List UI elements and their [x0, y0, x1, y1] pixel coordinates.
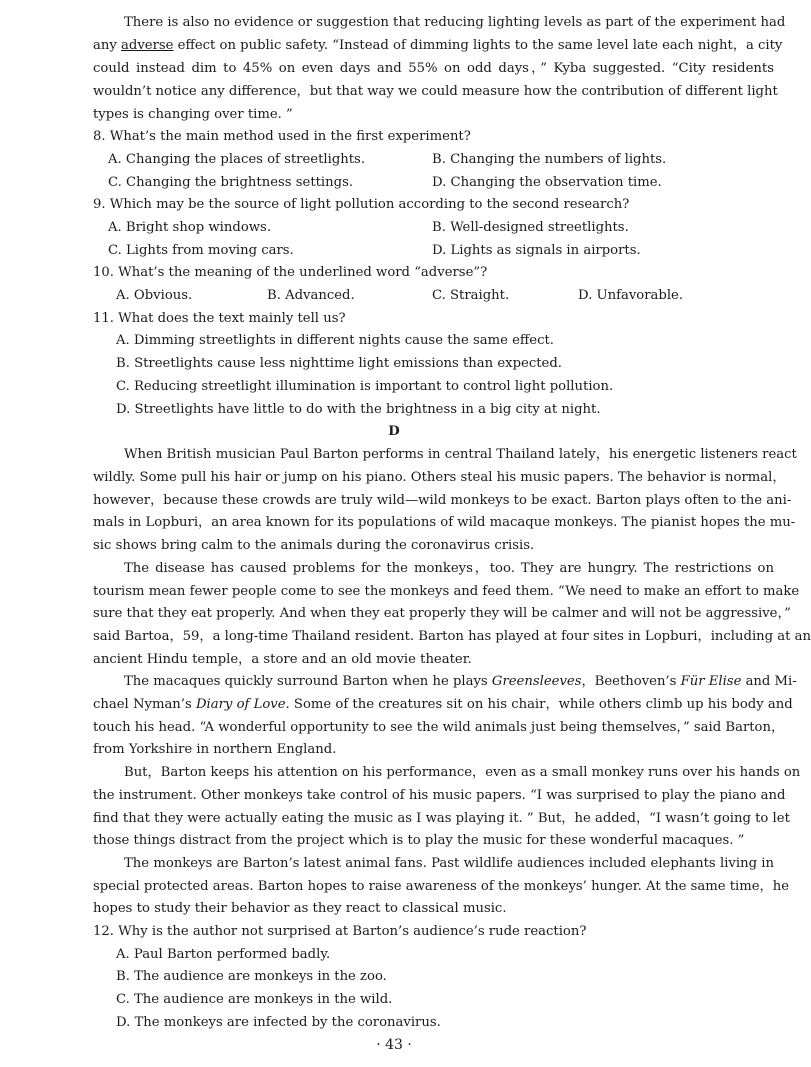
question-stem: 12. Why is the author not surprised at Barton’s audience’s rude reaction?	[93, 924, 587, 939]
answer-option: D. Changing the observation time.	[432, 175, 662, 190]
passage-text: The macaques quickly surround Barton when he plays	[124, 674, 492, 689]
answer-option: D. Unfavorable.	[578, 288, 684, 303]
passage-line: sic shows bring calm to the animals during the coronavirus crisis.	[93, 538, 535, 553]
question-stem: 9. Which may be the source of light pollution according to the second research?	[93, 197, 630, 212]
passage-line: sure that they eat properly. And when they eat properly they will be calmer and will not be aggressive，”	[93, 606, 791, 621]
answer-option: D. Lights as signals in airports.	[432, 243, 641, 258]
passage-line: touch his head. “A wonderful opportunity to see the wild animals just being themselves，” said Barton，	[93, 720, 785, 735]
passage-line: the instrument. Other monkeys take control of his music papers. “I was surprised to play the piano and	[93, 788, 786, 803]
answer-option: B. Changing the numbers of lights.	[432, 152, 667, 167]
answer-option: B. Advanced.	[267, 288, 355, 303]
passage-line	[124, 670, 797, 693]
passage-line: those things distract from the project which is to play the music for these wonderful macaques. ”	[93, 833, 745, 848]
answer-option: A. Paul Barton performed badly.	[116, 947, 331, 962]
answer-option: C. Straight.	[432, 288, 510, 303]
answer-option: A. Dimming streetlights in different nights cause the same effect.	[116, 333, 554, 348]
answer-option: C. The audience are monkeys in the wild.	[116, 992, 393, 1007]
passage-line: tourism mean fewer people come to see the monkeys and feed them. “We need to make an effort to make	[93, 584, 800, 599]
passage-line: When British musician Paul Barton performs in central Thailand lately，his energetic listeners react	[124, 447, 797, 462]
passage-line	[93, 34, 783, 57]
answer-option: C. Reducing streetlight illumination is important to control light pollution.	[116, 379, 614, 394]
passage-line: said Bartoa，59，a long-time Thailand resident. Barton has played at four sites in Lopburi，including at an	[93, 629, 811, 644]
passage-line: types is changing over time. ”	[93, 107, 293, 122]
answer-option: C. Lights from moving cars.	[108, 243, 294, 258]
passage-line: The monkeys are Barton’s latest animal fans. Past wildlife audiences included elephants living in	[124, 856, 774, 871]
passage-line: ancient Hindu temple，a store and an old movie theater.	[93, 652, 472, 667]
passage-line: hopes to study their behavior as they react to classical music.	[93, 901, 507, 916]
question-stem: 11. What does the text mainly tell us?	[93, 311, 346, 326]
passage-line: mals in Lopburi，an area known for its populations of wild macaque monkeys. The pianist hopes the mu-	[93, 515, 796, 530]
song-title: Greensleeves	[491, 674, 582, 689]
page-number: · 43 ·	[376, 1037, 412, 1053]
passage-line	[93, 693, 793, 716]
question-stem: 10. What’s the meaning of the underlined word “adverse”?	[93, 265, 488, 280]
passage-text: effect on public safety. “Instead of dimming lights to the same level late each night，a city	[177, 38, 783, 53]
song-title: Für Elise	[680, 674, 742, 689]
underlined-word: adverse	[121, 38, 174, 53]
answer-option: B. Well-designed streetlights.	[432, 220, 629, 235]
answer-option: B. Streetlights cause less nighttime light emissions than expected.	[116, 356, 562, 371]
answer-option: A. Obvious.	[116, 288, 193, 303]
passage-line: special protected areas. Barton hopes to raise awareness of the monkeys’ hunger. At the same time，he	[93, 879, 790, 894]
passage-line: But，Barton keeps his attention on his performance，even as a small monkey runs over his hands on	[124, 765, 801, 780]
answer-option: C. Changing the brightness settings.	[108, 175, 354, 190]
song-title: Diary of Love	[195, 697, 286, 712]
passage-text: chael Nyman’s	[93, 697, 196, 712]
question-stem: 8. What’s the main method used in the first experiment?	[93, 129, 471, 144]
answer-option: D. Streetlights have little to do with the brightness in a big city at night.	[116, 402, 601, 417]
passage-line: wildly. Some pull his hair or jump on his piano. Others steal his music papers. The behavior is normal，	[93, 470, 786, 485]
answer-option: D. The monkeys are infected by the coronavirus.	[116, 1015, 441, 1030]
answer-option: A. Bright shop windows.	[108, 220, 272, 235]
passage-line: however，because these crowds are truly wild—wild monkeys to be exact. Barton plays often to the ani-	[93, 493, 792, 508]
passage-text: ，Beethoven’s	[581, 674, 681, 689]
passage-line: The disease has caused problems for the monkeys，too. They are hungry. The restrictions on	[124, 561, 774, 576]
passage-line: could instead dim to 45% on even days and 55% on odd days，” Kyba suggested. “City residents	[93, 61, 774, 76]
answer-option: B. The audience are monkeys in the zoo.	[116, 969, 387, 984]
passage-text: . Some of the creatures sit on his chair，while others climb up his body and	[285, 697, 793, 712]
passage-text: and Mi-	[741, 674, 797, 689]
passage-text: any	[93, 38, 117, 53]
section-heading: D	[388, 424, 400, 439]
passage-line: find that they were actually eating the music as I was playing it. ” But，he added，“I wasn’t going to let	[93, 811, 790, 826]
passage-line: There is also no evidence or suggestion that reducing lighting levels as part of the experiment had	[124, 15, 786, 30]
passage-line: wouldn’t notice any difference，but that way we could measure how the contribution of different light	[93, 84, 778, 99]
passage-line: from Yorkshire in northern England.	[93, 742, 337, 757]
answer-option: A. Changing the places of streetlights.	[108, 152, 366, 167]
